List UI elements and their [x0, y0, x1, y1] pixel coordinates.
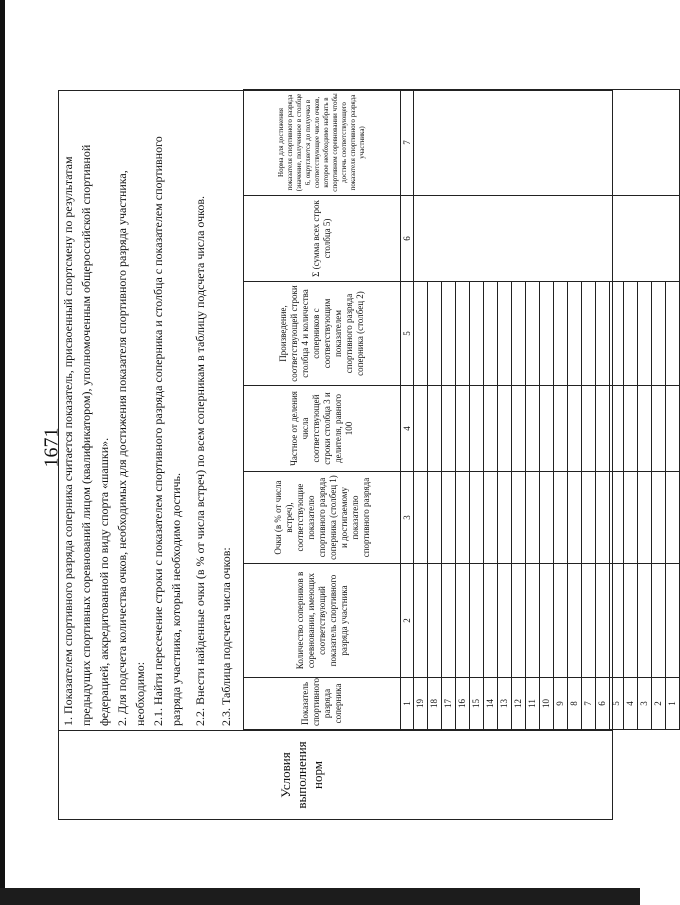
table-row: [414, 90, 428, 730]
empty-cell: [638, 472, 652, 564]
empty-cell: [554, 282, 568, 386]
empty-cell: [582, 472, 596, 564]
empty-cell: [666, 472, 680, 564]
empty-cell: [638, 386, 652, 472]
rotated-page-content: [58, 90, 677, 820]
norm-cell: [414, 90, 680, 196]
empty-cell: [666, 564, 680, 678]
empty-cell: [568, 472, 582, 564]
empty-cell: [512, 282, 526, 386]
empty-cell: [428, 472, 442, 564]
empty-cell: [624, 386, 638, 472]
empty-cell: [624, 282, 638, 386]
empty-cell: [414, 472, 428, 564]
empty-cell: [554, 564, 568, 678]
empty-cell: [456, 472, 470, 564]
row-rank-label: 1: [666, 678, 680, 730]
header-points-percent: Очки (в % от числа встреч), соответствующие показателю спортивного разряда соперника (столбец 1) и достигаемому показателю спортивного разряда: [244, 472, 401, 564]
column-number: 2: [401, 564, 414, 678]
header-opponent-count: Количество соперников в соревновании, имеющих соответствующий показатель спортивного разряда участника: [244, 564, 401, 678]
empty-cell: [610, 282, 624, 386]
empty-cell: [666, 386, 680, 472]
column-number: 1: [401, 678, 414, 730]
row-rank-label: 14: [484, 678, 498, 730]
empty-cell: [456, 386, 470, 472]
empty-cell: [456, 564, 470, 678]
empty-cell: [428, 282, 442, 386]
conditions-content: [58, 90, 677, 730]
empty-cell: [624, 472, 638, 564]
paragraph: 2.3. Таблица подсчета числа очков:: [219, 547, 233, 726]
empty-cell: [554, 386, 568, 472]
empty-cell: [470, 564, 484, 678]
header-opponent-rank: Показатель спортивного разряда соперника: [244, 678, 401, 730]
paragraph: 1. Показателем спортивного разряда соперника считается показатель, присвоенный спортсмену по результатам: [61, 156, 75, 726]
empty-cell: [582, 282, 596, 386]
row-rank-label: 10: [540, 678, 554, 730]
row-rank-label: 9: [554, 678, 568, 730]
empty-cell: [512, 564, 526, 678]
empty-cell: [540, 282, 554, 386]
column-number: 5: [401, 282, 414, 386]
row-rank-label: 11: [526, 678, 540, 730]
empty-cell: [414, 564, 428, 678]
empty-cell: [554, 472, 568, 564]
empty-cell: [596, 564, 610, 678]
empty-cell: [568, 282, 582, 386]
paragraph: 2.2. Внести найденные очки (в % от числа встреч) по всем соперникам в таблицу подсчета числа очков.: [193, 195, 207, 726]
empty-cell: [582, 386, 596, 472]
paragraph: разряда участника, который необходимо достичь.: [169, 472, 183, 726]
points-table: [243, 89, 680, 730]
empty-cell: [512, 386, 526, 472]
scan-edge-left: [0, 0, 5, 905]
row-rank-label: 17: [442, 678, 456, 730]
row-rank-label: 18: [428, 678, 442, 730]
empty-cell: [498, 564, 512, 678]
empty-cell: [428, 564, 442, 678]
row-rank-label: 4: [624, 678, 638, 730]
column-number: 7: [401, 90, 414, 196]
empty-cell: [568, 386, 582, 472]
empty-cell: [540, 564, 554, 678]
row-rank-label: 15: [470, 678, 484, 730]
paragraph: 2.1. Найти пересечение строки с показателем спортивного разряда соперника и столбца с показателем спортивного: [151, 136, 165, 726]
empty-cell: [596, 472, 610, 564]
empty-cell: [540, 386, 554, 472]
empty-cell: [526, 564, 540, 678]
empty-cell: [484, 472, 498, 564]
empty-cell: [414, 386, 428, 472]
header-product: Произведение, соответствующей строки столбца 4 и количества соперников с соответствующим показателем спортивного разряда соперника (столбец 2): [244, 282, 401, 386]
empty-cell: [610, 564, 624, 678]
empty-cell: [596, 282, 610, 386]
empty-cell: [596, 386, 610, 472]
empty-cell: [470, 386, 484, 472]
empty-cell: [428, 386, 442, 472]
empty-cell: [638, 564, 652, 678]
empty-cell: [666, 282, 680, 386]
row-rank-label: 16: [456, 678, 470, 730]
column-number: 6: [401, 196, 414, 282]
empty-cell: [652, 472, 666, 564]
page-number: 1671: [40, 427, 63, 468]
empty-cell: [470, 282, 484, 386]
empty-cell: [512, 472, 526, 564]
column-number: 3: [401, 472, 414, 564]
empty-cell: [484, 564, 498, 678]
paragraph: 2. Для подсчета количества очков, необходимых для достижения показателя спортивного разряда участника,: [115, 170, 129, 726]
empty-cell: [638, 282, 652, 386]
paragraph: федерацией, аккредитованной по виду спорта «шашки».: [97, 437, 111, 726]
conditions-column: [58, 730, 613, 820]
empty-cell: [652, 386, 666, 472]
empty-cell: [498, 282, 512, 386]
row-rank-label: 5: [610, 678, 624, 730]
empty-cell: [456, 282, 470, 386]
empty-cell: [498, 386, 512, 472]
empty-cell: [484, 386, 498, 472]
empty-cell: [652, 282, 666, 386]
empty-cell: [610, 386, 624, 472]
empty-cell: [652, 564, 666, 678]
table-body: [414, 90, 680, 730]
row-rank-label: 8: [568, 678, 582, 730]
row-rank-label: 6: [596, 678, 610, 730]
empty-cell: [442, 564, 456, 678]
empty-cell: [526, 472, 540, 564]
empty-cell: [526, 282, 540, 386]
row-rank-label: 2: [652, 678, 666, 730]
empty-cell: [442, 472, 456, 564]
empty-cell: [624, 564, 638, 678]
header-norm: Норма для достижения показателя спортивного разряда (значение, полученное в столбце 6, округляется до полуочка в соответствующее число очков, которое необходимо набрать в спортивном соревновании чтобы достичь соответствующего показателя спортивного разряда участника): [244, 90, 401, 196]
empty-cell: [470, 472, 484, 564]
conditions-label: Условия выполнения норм: [278, 741, 325, 809]
empty-cell: [540, 472, 554, 564]
empty-cell: [414, 282, 428, 386]
scan-edge-bottom: [0, 888, 640, 905]
paragraph: необходимо:: [133, 661, 147, 726]
row-rank-label: 3: [638, 678, 652, 730]
empty-cell: [498, 472, 512, 564]
empty-cell: [484, 282, 498, 386]
header-sum: Σ (сумма всех строк столбца 5): [244, 196, 401, 282]
row-rank-label: 13: [498, 678, 512, 730]
empty-cell: [568, 564, 582, 678]
empty-cell: [442, 282, 456, 386]
column-number: 4: [401, 386, 414, 472]
header-quotient: Частное от деления числа соответствующей строки столбца 3 и делителя, равного 100: [244, 386, 401, 472]
sum-cell: [414, 196, 680, 282]
empty-cell: [442, 386, 456, 472]
row-rank-label: 19: [414, 678, 428, 730]
empty-cell: [610, 472, 624, 564]
empty-cell: [582, 564, 596, 678]
paragraph: предыдущих спортивных соревнований лицом (квалификатором), уполномоченным общероссийской спортивной: [79, 144, 93, 726]
row-rank-label: 7: [582, 678, 596, 730]
empty-cell: [526, 386, 540, 472]
row-rank-label: 12: [512, 678, 526, 730]
